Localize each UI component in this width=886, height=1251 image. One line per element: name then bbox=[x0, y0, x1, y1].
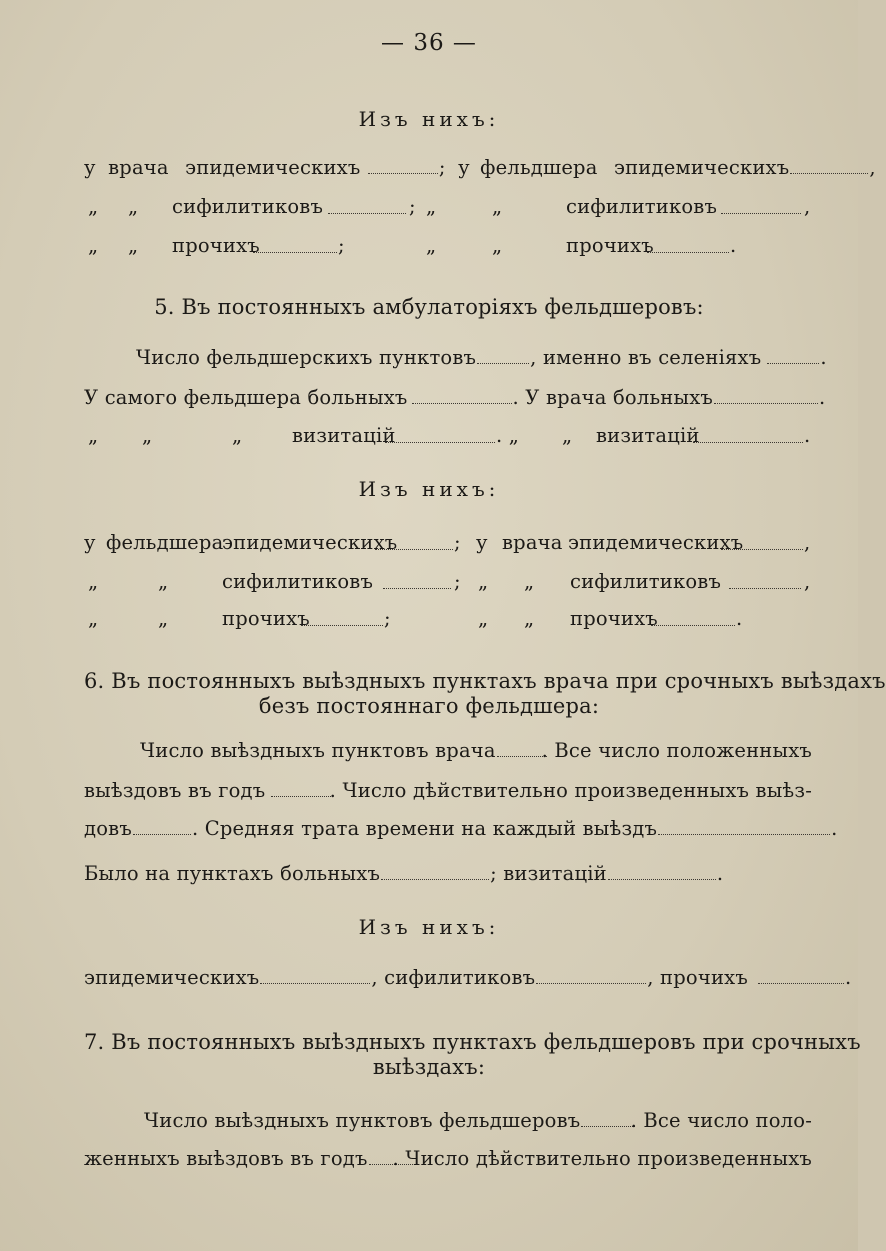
row-cell: „ bbox=[524, 570, 535, 593]
line-text: , прочихъ bbox=[647, 966, 748, 989]
row-cell: „ bbox=[426, 195, 437, 218]
row-cell: „ bbox=[88, 195, 99, 218]
section-6-para-line-1 bbox=[140, 739, 812, 762]
row-punct: , bbox=[804, 195, 811, 218]
row-cell: эпидемическихъ bbox=[613, 156, 790, 179]
blank-fill-line bbox=[721, 545, 803, 550]
line-text: У самого фельдшера больныхъ bbox=[84, 386, 408, 409]
line-text: . bbox=[716, 862, 724, 885]
row-punct: ; bbox=[384, 607, 391, 630]
line-text: , сифилитиковъ bbox=[371, 966, 536, 989]
line-text: . bbox=[831, 817, 838, 840]
row-cell: „ bbox=[426, 234, 437, 257]
ditto-mark: „ bbox=[142, 424, 153, 447]
blank-fill-line bbox=[375, 545, 453, 550]
blank-fill-line bbox=[536, 979, 646, 984]
row-cell: фельдшера bbox=[106, 531, 224, 554]
blank-fill-line bbox=[758, 979, 844, 984]
blank-fill-line bbox=[368, 169, 438, 174]
row-punct: ; bbox=[454, 570, 461, 593]
blank-fill-line bbox=[497, 752, 547, 757]
section-7-para-line-1 bbox=[144, 1109, 812, 1132]
row-cell: „ bbox=[88, 234, 99, 257]
ditto-mark: „ bbox=[562, 424, 573, 447]
row-cell: „ bbox=[524, 607, 535, 630]
row-cell: „ bbox=[128, 234, 139, 257]
row-cell: врача bbox=[502, 531, 563, 554]
blank-fill-line bbox=[651, 621, 735, 626]
row-punct: ; bbox=[338, 234, 345, 257]
line-text: визитацій bbox=[292, 424, 396, 447]
row-cell: у bbox=[458, 156, 470, 179]
blank-fill-line bbox=[658, 830, 830, 835]
row-punct: . bbox=[736, 607, 743, 630]
row-cell: эпидемическихъ bbox=[185, 156, 361, 179]
row-cell: „ bbox=[88, 570, 99, 593]
row-cell: „ bbox=[478, 607, 489, 630]
row-cell: прочихъ bbox=[172, 234, 260, 257]
ditto-mark: „ bbox=[88, 424, 99, 447]
blank-fill-line bbox=[581, 1122, 635, 1127]
section-5-title: 5. Въ постоянныхъ амбулаторіяхъ фельдшеровъ: bbox=[154, 295, 704, 319]
section-5-line-1 bbox=[136, 346, 827, 369]
row-cell: прочихъ bbox=[222, 607, 310, 630]
section-6-breakdown-line bbox=[84, 966, 851, 989]
line-text: Число выѣздныхъ пунктовъ фельдшеровъ bbox=[144, 1109, 581, 1132]
blank-fill-line bbox=[381, 875, 489, 880]
row-cell: сифилитиковъ bbox=[570, 570, 722, 593]
line-text: . bbox=[820, 346, 827, 369]
line-text: Число выѣздныхъ пунктовъ врача bbox=[140, 739, 496, 762]
blank-fill-line bbox=[729, 584, 801, 589]
section-7-para-line-2 bbox=[84, 1147, 812, 1170]
line-text: , именно въ селеніяхъ bbox=[530, 346, 762, 369]
row-cell: фельдшера bbox=[480, 156, 598, 179]
line-text: визитацій bbox=[596, 424, 700, 447]
row-cell: эпидемическихъ bbox=[568, 531, 744, 554]
section-7-title-line-2: выѣздахъ: bbox=[372, 1055, 486, 1079]
row-cell: сифилитиковъ bbox=[222, 570, 374, 593]
row-cell: „ bbox=[158, 570, 169, 593]
line-text: . У врача больныхъ bbox=[512, 386, 713, 409]
row-cell: прочихъ bbox=[566, 234, 654, 257]
row-cell: у bbox=[84, 156, 96, 179]
subheading-iz-nikh-1: Изъ нихъ: bbox=[358, 107, 500, 131]
row-cell: „ bbox=[158, 607, 169, 630]
row-cell: у bbox=[84, 531, 96, 554]
blank-fill-line bbox=[253, 248, 337, 253]
line-text: . „ bbox=[496, 424, 520, 447]
blank-fill-line bbox=[767, 359, 819, 364]
section-6-para-line-3 bbox=[84, 817, 838, 840]
row-cell: врача bbox=[108, 156, 169, 179]
row-punct: , bbox=[804, 531, 811, 554]
blank-fill-line bbox=[477, 359, 529, 364]
row-cell: „ bbox=[492, 195, 503, 218]
blank-fill-line bbox=[714, 399, 818, 404]
line-text: женныхъ выѣздовъ въ годъ bbox=[84, 1147, 368, 1170]
blank-fill-line bbox=[412, 399, 512, 404]
blank-fill-line bbox=[385, 438, 495, 443]
blank-fill-line bbox=[271, 792, 331, 797]
line-text: . bbox=[844, 966, 852, 989]
line-text: выѣздовъ въ годъ bbox=[84, 779, 266, 802]
line-text: . Средняя трата времени на каждый выѣздъ bbox=[191, 817, 658, 840]
line-text: . bbox=[819, 386, 826, 409]
row-punct: ; bbox=[454, 531, 461, 554]
line-text: эпидемическихъ bbox=[84, 966, 260, 989]
row-cell: прочихъ bbox=[570, 607, 658, 630]
line-text: довъ bbox=[84, 817, 132, 840]
blank-fill-line bbox=[790, 169, 868, 174]
row-punct: , bbox=[804, 570, 811, 593]
blank-fill-line bbox=[328, 209, 406, 214]
section-6-title-line-1: 6. Въ постоянныхъ выѣздныхъ пунктахъ врача при срочныхъ выѣздахъ bbox=[84, 669, 886, 693]
row-punct: ; bbox=[438, 156, 446, 179]
row-cell: „ bbox=[478, 570, 489, 593]
blank-fill-line bbox=[647, 248, 729, 253]
line-text: . Все число поло- bbox=[630, 1109, 812, 1132]
row-punct: ; bbox=[409, 195, 416, 218]
row-cell: „ bbox=[492, 234, 503, 257]
subheading-iz-nikh-3: Изъ нихъ: bbox=[358, 915, 500, 939]
row-cell: „ bbox=[128, 195, 139, 218]
row-cell: „ bbox=[88, 607, 99, 630]
blank-fill-line bbox=[693, 438, 803, 443]
subheading-iz-nikh-2: Изъ нихъ: bbox=[358, 477, 500, 501]
row-cell: сифилитиковъ bbox=[566, 195, 718, 218]
section-6-title-line-2: безъ постояннаго фельдшера: bbox=[258, 694, 600, 718]
row-cell: эпидемическихъ bbox=[222, 531, 398, 554]
section-6-para-line-4 bbox=[84, 862, 723, 885]
line-text: . bbox=[804, 424, 811, 447]
page-number: — 36 — bbox=[381, 30, 477, 56]
line-text: Было на пунктахъ больныхъ bbox=[84, 862, 381, 885]
blank-fill-line bbox=[608, 875, 716, 880]
line-text: . Число дѣйствительно произведенныхъ выѣз- bbox=[329, 779, 812, 802]
row-cell: у bbox=[476, 531, 488, 554]
blank-fill-line bbox=[301, 621, 383, 626]
ditto-mark: „ bbox=[232, 424, 243, 447]
blank-fill-line bbox=[721, 209, 801, 214]
row-punct: , bbox=[869, 156, 876, 179]
table-row bbox=[84, 156, 876, 179]
line-text: . Все число положенныхъ bbox=[541, 739, 812, 762]
line-text: Число фельдшерскихъ пунктовъ bbox=[136, 346, 477, 369]
line-text: ; визитацій bbox=[490, 862, 607, 885]
section-7-title-line-1: 7. Въ постоянныхъ выѣздныхъ пунктахъ фельдшеровъ при срочныхъ bbox=[84, 1030, 861, 1054]
blank-fill-line bbox=[133, 830, 191, 835]
line-text: . Число дѣйствительно произведенныхъ bbox=[392, 1147, 812, 1170]
blank-fill-line bbox=[260, 979, 370, 984]
section-5-line-2 bbox=[84, 386, 825, 409]
section-6-para-line-2 bbox=[84, 779, 812, 802]
row-cell: сифилитиковъ bbox=[172, 195, 324, 218]
blank-fill-line bbox=[383, 584, 451, 589]
row-punct: . bbox=[730, 234, 737, 257]
